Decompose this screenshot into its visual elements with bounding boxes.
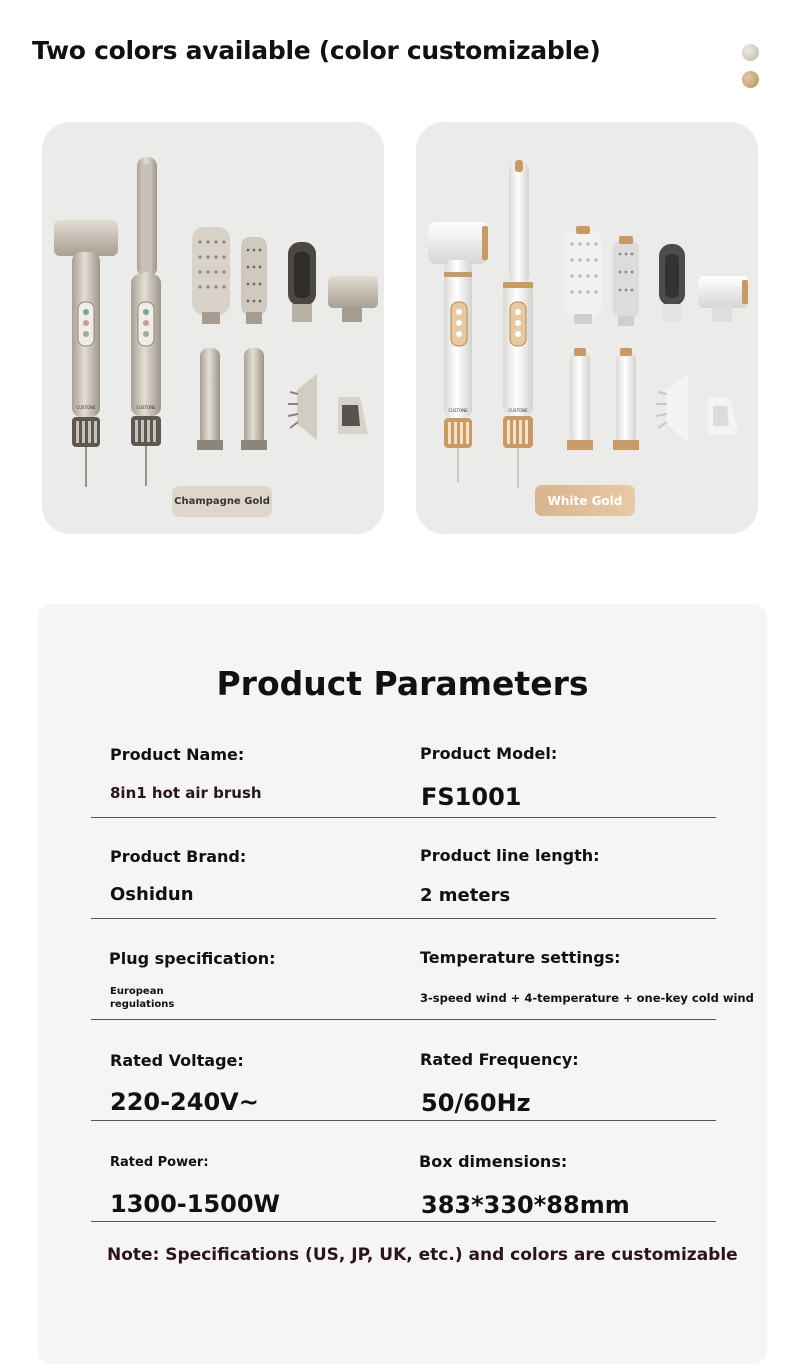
- round-brush-attachment-icon: [564, 226, 602, 324]
- curling-wand-icon: [503, 160, 533, 488]
- color-swatch-champagne[interactable]: [742, 44, 759, 61]
- param-value-product-brand: Oshidun: [110, 884, 194, 905]
- curling-barrel-attachment-icon: [197, 348, 267, 450]
- param-label-temperature: Temperature settings:: [420, 948, 621, 967]
- color-swatch-gold[interactable]: [742, 71, 759, 88]
- brand-mark: CUSTONE: [508, 408, 528, 413]
- diffuser-attachment-icon: [288, 374, 317, 440]
- param-value-line-length: 2 meters: [420, 885, 511, 906]
- plug-spec-line-1: European: [110, 986, 164, 997]
- curling-barrel-attachment-icon: [567, 348, 639, 450]
- variant-label-champagne-gold[interactable]: Champagne Gold: [172, 486, 272, 517]
- row-divider: [91, 1221, 716, 1222]
- param-label-product-model: Product Model:: [420, 744, 558, 763]
- section-heading: Two colors available (color customizable): [32, 36, 601, 65]
- param-label-product-name: Product Name:: [110, 745, 245, 764]
- curling-wand-icon: [131, 157, 161, 486]
- product-illustration-champagne: [42, 122, 384, 534]
- hair-dryer-handle-icon: [54, 220, 118, 487]
- customization-note: Note: Specifications (US, JP, UK, etc.) and colors are customizable: [107, 1245, 738, 1265]
- param-label-rated-frequency: Rated Frequency:: [420, 1050, 579, 1069]
- diffuser-attachment-icon: [656, 374, 688, 442]
- brand-mark: CUSTONE: [136, 405, 156, 410]
- hair-dryer-handle-icon: [428, 222, 488, 482]
- round-brush-attachment-icon: [192, 227, 230, 324]
- small-brush-attachment-icon: [241, 237, 267, 324]
- brand-mark: CUSTONE: [76, 405, 96, 410]
- product-illustration-white-gold: [416, 122, 758, 534]
- product-card-white-gold: [416, 122, 758, 534]
- param-label-line-length: Product line length:: [420, 846, 600, 865]
- param-value-plug-spec: [110, 985, 174, 1011]
- param-label-box-dimensions: Box dimensions:: [419, 1152, 568, 1171]
- param-value-rated-power: 1300-1500W: [110, 1190, 281, 1218]
- param-label-plug-spec: Plug specification:: [109, 949, 276, 968]
- param-value-product-model: FS1001: [421, 783, 522, 811]
- small-brush-attachment-icon: [613, 236, 639, 326]
- paddle-brush-attachment-icon: [659, 244, 685, 322]
- plug-spec-line-2: regulations: [110, 999, 175, 1010]
- param-label-rated-voltage: Rated Voltage:: [110, 1051, 244, 1070]
- param-label-rated-power: Rated Power:: [110, 1155, 209, 1170]
- variant-label-white-gold[interactable]: White Gold: [535, 485, 635, 516]
- brand-mark: CUSTONE: [448, 408, 468, 413]
- concentrator-nozzle-icon: [328, 276, 378, 322]
- row-divider: [91, 1120, 716, 1121]
- flat-nozzle-attachment-icon: [708, 398, 738, 434]
- row-divider: [91, 1019, 716, 1020]
- row-divider: [91, 817, 716, 818]
- param-value-rated-frequency: 50/60Hz: [421, 1089, 531, 1117]
- product-card-champagne-gold: [42, 122, 384, 534]
- param-label-product-brand: Product Brand:: [110, 847, 247, 866]
- concentrator-nozzle-icon: [698, 276, 748, 322]
- param-value-rated-voltage: 220-240V~: [110, 1088, 259, 1116]
- param-value-product-name: 8in1 hot air brush: [110, 784, 262, 802]
- param-value-temperature: 3-speed wind + 4-temperature + one-key cold wind: [420, 991, 754, 1005]
- parameters-title: Product Parameters: [216, 664, 589, 703]
- row-divider: [91, 918, 716, 919]
- param-value-box-dimensions: 383*330*88mm: [421, 1191, 630, 1219]
- paddle-brush-attachment-icon: [288, 242, 316, 322]
- flat-nozzle-attachment-icon: [338, 397, 368, 434]
- product-parameters-panel: [38, 604, 767, 1364]
